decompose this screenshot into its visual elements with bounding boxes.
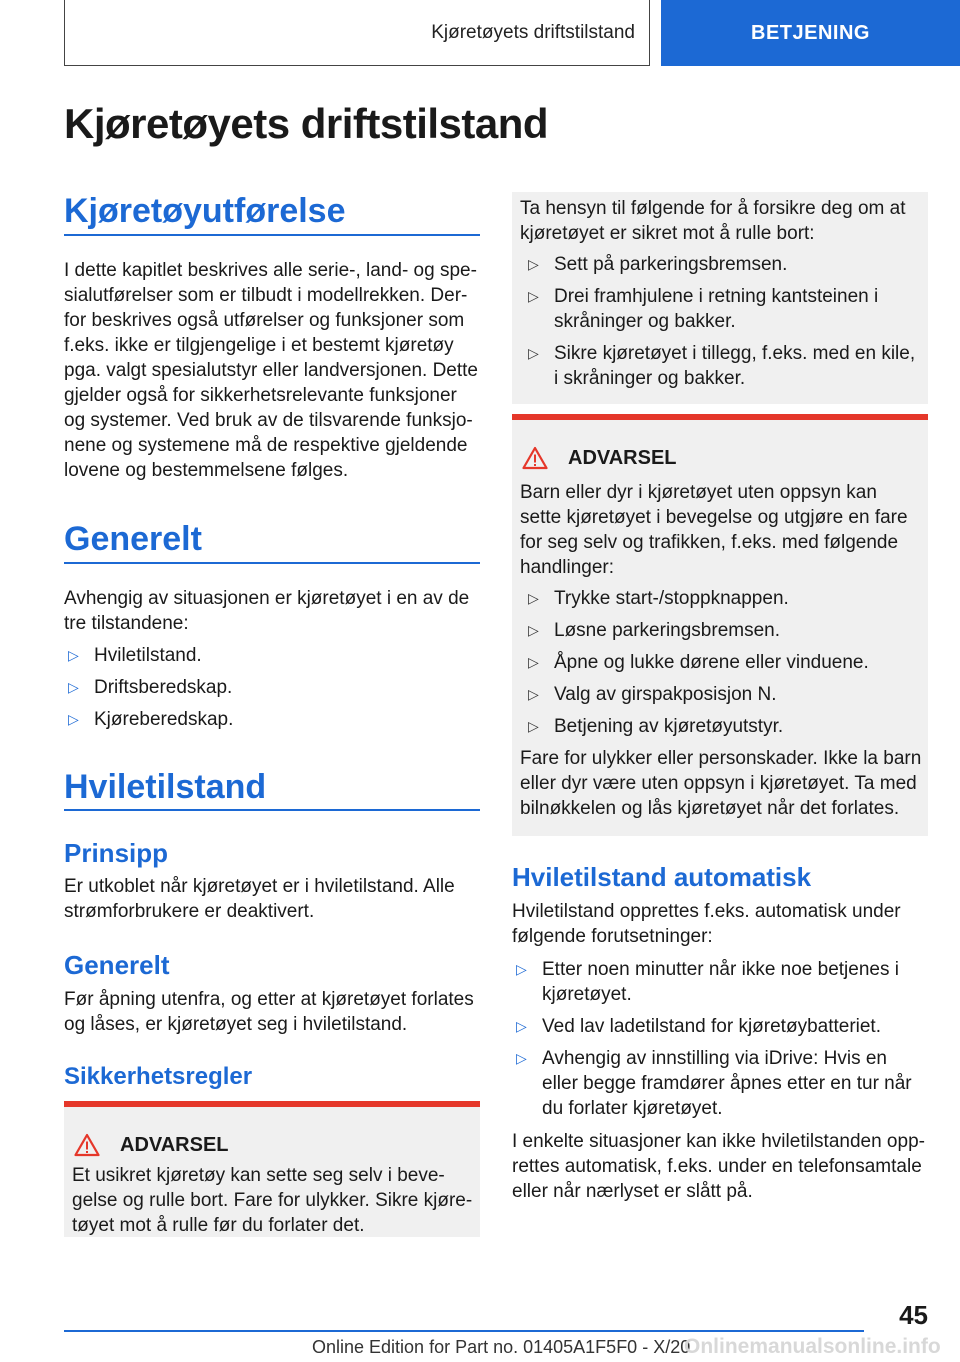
footer-rule: [64, 1330, 864, 1332]
warning-label: ADVARSEL: [568, 446, 677, 469]
warning-box: [512, 414, 928, 836]
triangle-bullet-icon: ▷: [68, 679, 79, 695]
page-number: 45: [899, 1300, 928, 1330]
warning-label: ADVARSEL: [120, 1133, 229, 1156]
general-text: [64, 586, 480, 636]
list-item: ▷ Avhengig av innstilling via iDrive: Hvis en eller begge framdører åpnes etter en tur når du forlater kjøretøyet.: [516, 1048, 912, 1119]
text-line: nene og systemene må de respektive gjeldende: [64, 435, 468, 456]
principle-text: [64, 874, 480, 924]
text-line: Hviletilstand opprettes f.eks. automatisk under: [512, 901, 901, 922]
heading-rule: [64, 234, 480, 236]
text-line: Før åpning utenfra, og etter at kjøretøyet forlates: [64, 989, 474, 1010]
triangle-bullet-icon: ▷: [528, 654, 539, 670]
triangle-bullet-icon: ▷: [528, 288, 539, 304]
list-item: ▷ Valg av girspakposisjon N.: [528, 684, 777, 705]
rolling-info-box: [512, 192, 928, 404]
heading-auto-rest: Hviletilstand automatisk: [512, 862, 812, 892]
heading-rest-state: Hviletilstand: [64, 768, 267, 806]
text-line: Et usikret kjøretøy kan sette seg selv i beve-: [72, 1165, 445, 1186]
list-item: ▷ Ved lav ladetilstand for kjøretøybatteriet.: [516, 1016, 881, 1037]
text-line: Er utkoblet når kjøretøyet er i hviletilstand. Alle: [64, 876, 455, 897]
triangle-bullet-icon: ▷: [528, 590, 539, 606]
text-line: Fare for ulykker eller personskader. Ikke la barn: [520, 748, 922, 769]
heading-rule: [64, 562, 480, 564]
heading-safety-rules: Sikkerhetsregler: [64, 1063, 253, 1090]
rolling-list: [512, 252, 922, 398]
watermark: Onlinemanualsonline.info: [684, 1335, 941, 1358]
running-header-title: Kjøretøyets driftstilstand: [431, 21, 635, 43]
text-line: Barn eller dyr i kjøretøyet uten oppsyn kan: [520, 482, 877, 503]
triangle-bullet-icon: ▷: [528, 345, 539, 361]
list-item: ▷ Driftsberedskap.: [68, 677, 233, 698]
list-item: ▷ Kjøreberedskap.: [68, 709, 234, 730]
text-line: bilnøkkelen og lås kjøretøyet når det forlates.: [520, 798, 900, 819]
heading-general-sub: Generelt: [64, 950, 170, 980]
text-line: lovene og bestemmelsene følges.: [64, 460, 349, 481]
triangle-bullet-icon: ▷: [528, 256, 539, 272]
text-line: eller når nærlyset er slått på.: [512, 1181, 753, 1202]
text-line: f.eks. ikke er tilgjengelige i et bestemt kjøretøy: [64, 335, 454, 356]
text-line: eller dyr være uten oppsyn i kjøretøyet. Ta med: [520, 773, 917, 794]
text-line: kjøretøyet er sikret mot å rulle bort:: [520, 223, 815, 244]
chapter-tab-label: BETJENING: [751, 21, 870, 44]
triangle-bullet-icon: ▷: [516, 1018, 527, 1034]
list-item: ▷ Sikre kjøretøyet i tillegg, f.eks. med en kile, i skråninger og bakker.: [528, 343, 916, 389]
text-line: tøyet mot å rulle før du forlater det.: [72, 1215, 365, 1236]
page-title: Kjøretøyets driftstilstand: [64, 100, 549, 147]
warning-text: [72, 1163, 477, 1238]
list-item: ▷ Etter noen minutter når ikke noe betjenes i kjøretøyet.: [516, 959, 899, 1005]
triangle-bullet-icon: ▷: [528, 718, 539, 734]
text-line: tre tilstandene:: [64, 613, 189, 634]
text-line: rettes automatisk, f.eks. under en telefonsamtale: [512, 1156, 922, 1177]
text-line: følgende forutsetninger:: [512, 926, 713, 947]
warning-box: [64, 1101, 480, 1237]
triangle-bullet-icon: ▷: [68, 711, 79, 727]
state-list: [64, 643, 480, 739]
list-item: ▷ Trykke start-/stoppknappen.: [528, 588, 789, 609]
text-line: I enkelte situasjoner kan ikke hviletilstanden opp-: [512, 1131, 925, 1152]
text-line: for beskrives også utførelser og funksjoner som: [64, 310, 465, 331]
list-item: ▷ Sett på parkeringsbremsen.: [528, 254, 788, 275]
auto-rest-text: [512, 899, 928, 949]
text-line: handlinger:: [520, 557, 615, 578]
text-line: I dette kapitlet beskrives alle serie-, land- og spe-: [64, 260, 477, 281]
vehicle-equipment-text: [64, 258, 480, 483]
auto-rest-list: [512, 957, 928, 1128]
triangle-bullet-icon: ▷: [68, 647, 79, 663]
warning-header: [522, 446, 677, 470]
edition-text: Online Edition for Part no. 01405A1F5F0 - X/20: [312, 1337, 691, 1357]
list-item: ▷ Åpne og lukke dørene eller vinduene.: [528, 652, 869, 673]
list-item: ▷ Drei framhjulene i retning kantsteinen i skråninger og bakker.: [528, 286, 879, 332]
text-line: og systemer. Ved bruk av de tilsvarende funksjo-: [64, 410, 473, 431]
warning-list: [512, 586, 922, 746]
warning-text: [520, 480, 925, 580]
warning-triangle-icon: [74, 1133, 100, 1157]
triangle-bullet-icon: ▷: [516, 1050, 527, 1066]
general-sub-text: [64, 987, 480, 1037]
heading-rule: [64, 809, 480, 811]
warning-header: [74, 1133, 229, 1157]
text-line: sialutførelser som er tilbudt i modellrekken. Der-: [64, 285, 468, 306]
text-line: sette kjøretøyet i bevegelse og utgjøre en fare: [520, 507, 908, 528]
triangle-bullet-icon: ▷: [528, 686, 539, 702]
list-item: ▷ Løsne parkeringsbremsen.: [528, 620, 780, 641]
list-item: ▷ Betjening av kjøretøyutstyr.: [528, 716, 784, 737]
text-line: gjelder også for sikkerhetsrelevante funksjoner: [64, 385, 457, 406]
warning-triangle-icon: [522, 446, 548, 470]
heading-principle: Prinsipp: [64, 838, 169, 868]
auto-rest-after-text: [512, 1129, 928, 1204]
rolling-info-text: [520, 196, 925, 246]
text-line: pga. valgt spesialutstyr eller landversjonen. Dette: [64, 360, 479, 381]
triangle-bullet-icon: ▷: [528, 622, 539, 638]
heading-general: Generelt: [64, 520, 202, 558]
text-line: gelse og rulle bort. Fare for ulykker. Sikre kjøre-: [72, 1190, 473, 1211]
warning-after-text: [520, 746, 925, 821]
text-line: for seg selv og trafikken, f.eks. med følgende: [520, 532, 899, 553]
list-item: ▷ Hviletilstand.: [68, 645, 202, 666]
triangle-bullet-icon: ▷: [516, 961, 527, 977]
heading-vehicle-equipment: Kjøretøyutførelse: [64, 192, 346, 230]
text-line: Avhengig av situasjonen er kjøretøyet i en av de: [64, 588, 470, 609]
text-line: strømforbrukere er deaktivert.: [64, 901, 315, 922]
chapter-tab[interactable]: [661, 0, 960, 66]
text-line: Ta hensyn til følgende for å forsikre deg om at: [520, 198, 906, 219]
running-header: [64, 0, 650, 66]
text-line: og låses, er kjøretøyet seg i hviletilstand.: [64, 1014, 408, 1035]
